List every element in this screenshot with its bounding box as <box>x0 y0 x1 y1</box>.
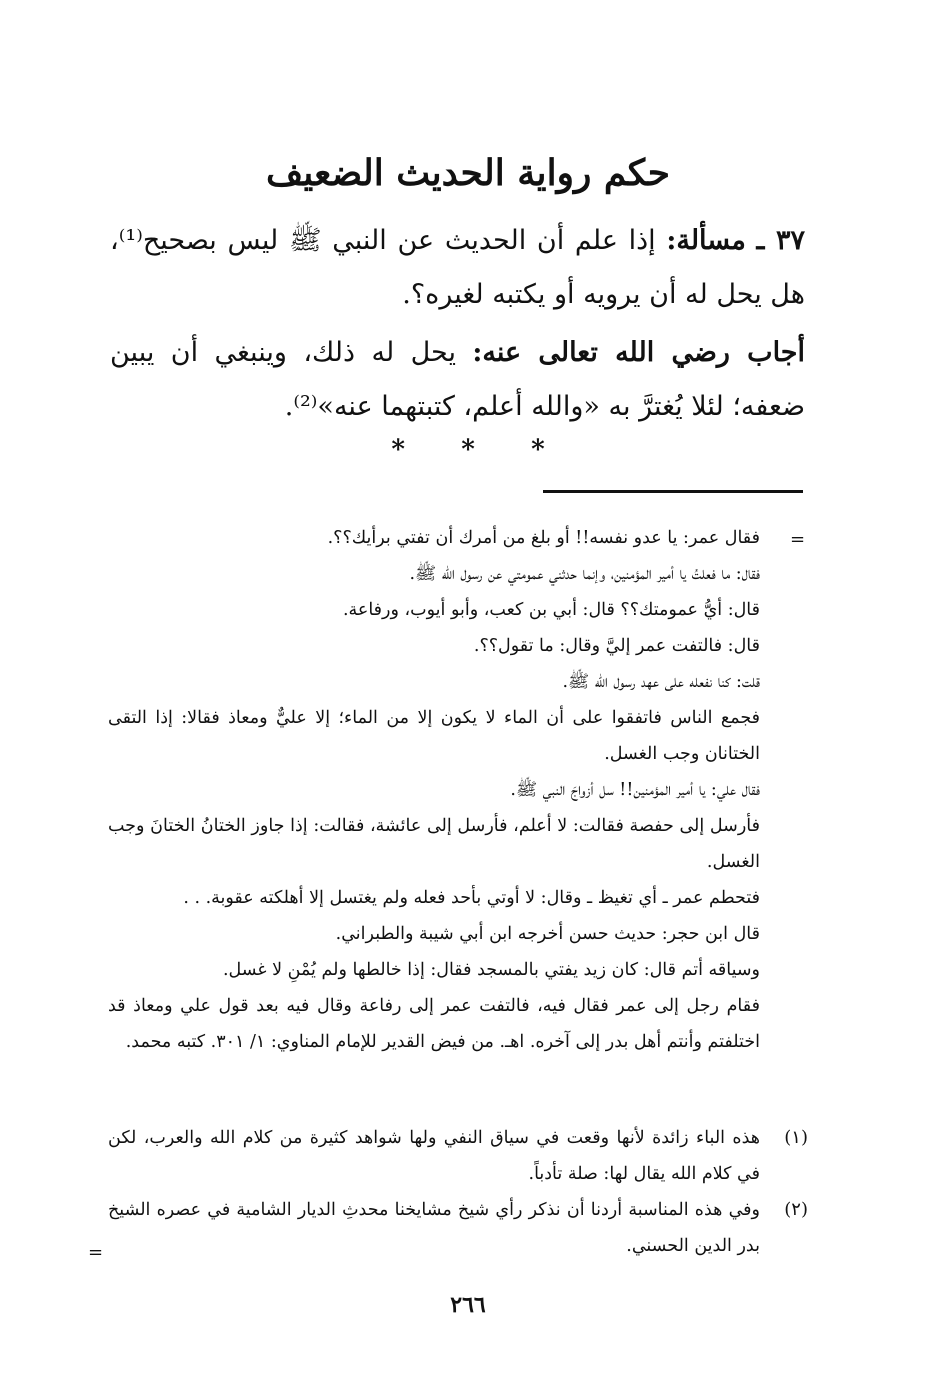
footnote-1: هذه الباء زائدة لأنها وقعت في سياق النفي ولها شواهد كثيرة من كلام الله والعرب، لكن في كلام الله يقال لها: صلة تأدباً. <box>108 1128 760 1184</box>
footnote-line: فجمع الناس فاتفقوا على أن الماء لا يكون إلا من الماء؛ إلا عليٌّ ومعاذ فقالا: إذا التقى الختانان وجب الغسل. <box>108 708 760 764</box>
question-text: إذا علم أن الحديث عن النبي ﷺ ليس بصحيح⁽¹⁾، هل يحل له أن يرويه أو يكتبه لغيره؟. <box>110 225 805 310</box>
footnote-line: فقال عمر: يا عدو نفسه!! أو بلغ من أمرك أن تفتي برأيك؟؟. <box>327 528 760 548</box>
footnote-line: فقال: ما فعلتُ يا أمير المؤمنين، وإنما حدثني عمومتي عن رسول الله ﷺ. <box>409 564 760 584</box>
footnote-line: فقال علي: يا أمير المؤمنين!! سل أزواجَ النبي ﷺ. <box>510 780 760 800</box>
page-number: ٢٦٦ <box>450 1292 486 1318</box>
footnote-number: (٢) <box>784 1199 808 1220</box>
footnote-line: فقام رجل إلى عمر فقال فيه، فالتفت عمر إلى رفاعة وقال فيه بعد قول علي ومعاذ قد اختلفتم وأنتم أهل بدر إلى آخره. اهـ. من فيض القدير للإمام المناوي: ١/ ٣٠١. كتبه محمد. <box>108 996 760 1052</box>
footnote-2: وفي هذه المناسبة أردنا أن نذكر رأي شيخ مشايخنا محدثِ الديار الشامية في عصره الشيخ بدر الدين الحسني. <box>108 1200 760 1256</box>
separator-star: * <box>531 435 545 465</box>
footnote-number: (١) <box>784 1127 808 1148</box>
section-separator <box>0 430 936 470</box>
continuation-marker-bottom: = <box>88 1242 104 1263</box>
footnote-line: قال: فالتفت عمر إليَّ وقال: ما تقول؟؟. <box>473 636 760 656</box>
footnote-line: فأرسل إلى حفصة فقالت: لا أعلم، فأرسل إلى عائشة، فقالت: إذا جاوز الختانُ الختانَ وجب الغسل. <box>108 816 760 872</box>
footnote-line: قلت: كنا نفعله على عهد رسول الله ﷺ. <box>562 672 760 692</box>
footnote-line: قال ابن حجر: حديث حسن أخرجه ابن أبي شيبة والطبراني. <box>335 924 760 944</box>
footnote-line: قال: أيُّ عمومتك؟؟ قال: أبي بن كعب، وأبو أيوب، ورفاعة. <box>342 600 760 620</box>
footnote-continued <box>108 520 760 1060</box>
separator-star: * <box>391 435 405 465</box>
footnote-line: فتحطم عمر ـ أي تغيظ ـ وقال: لا أوتي بأحد فعله ولم يغتسل إلا أهلكته عقوبة. . . <box>183 888 760 908</box>
separator-star: * <box>461 435 475 465</box>
question-paragraph <box>110 214 805 322</box>
page-title: حكم رواية الحديث الضعيف <box>266 152 670 194</box>
footnote-line: وسياقه أتم قال: كان زيد يفتي بالمسجد فقال: إذا خالطها ولم يُمْنِ لا غسل. <box>222 960 760 980</box>
continuation-marker-top: = <box>790 529 806 550</box>
answer-text: يحل له ذلك، وينبغي أن يبين ضعفه؛ لئلا يُغترَّ به «والله أعلم، كتبتهما عنه»⁽²⁾. <box>110 337 805 422</box>
footnote-divider <box>543 490 803 493</box>
question-number: ٣٧ ـ <box>756 225 805 256</box>
answer-paragraph <box>110 326 805 434</box>
answer-label: أجاب رضي الله تعالى عنه: <box>472 337 805 368</box>
question-label: مسألة: <box>666 225 746 256</box>
